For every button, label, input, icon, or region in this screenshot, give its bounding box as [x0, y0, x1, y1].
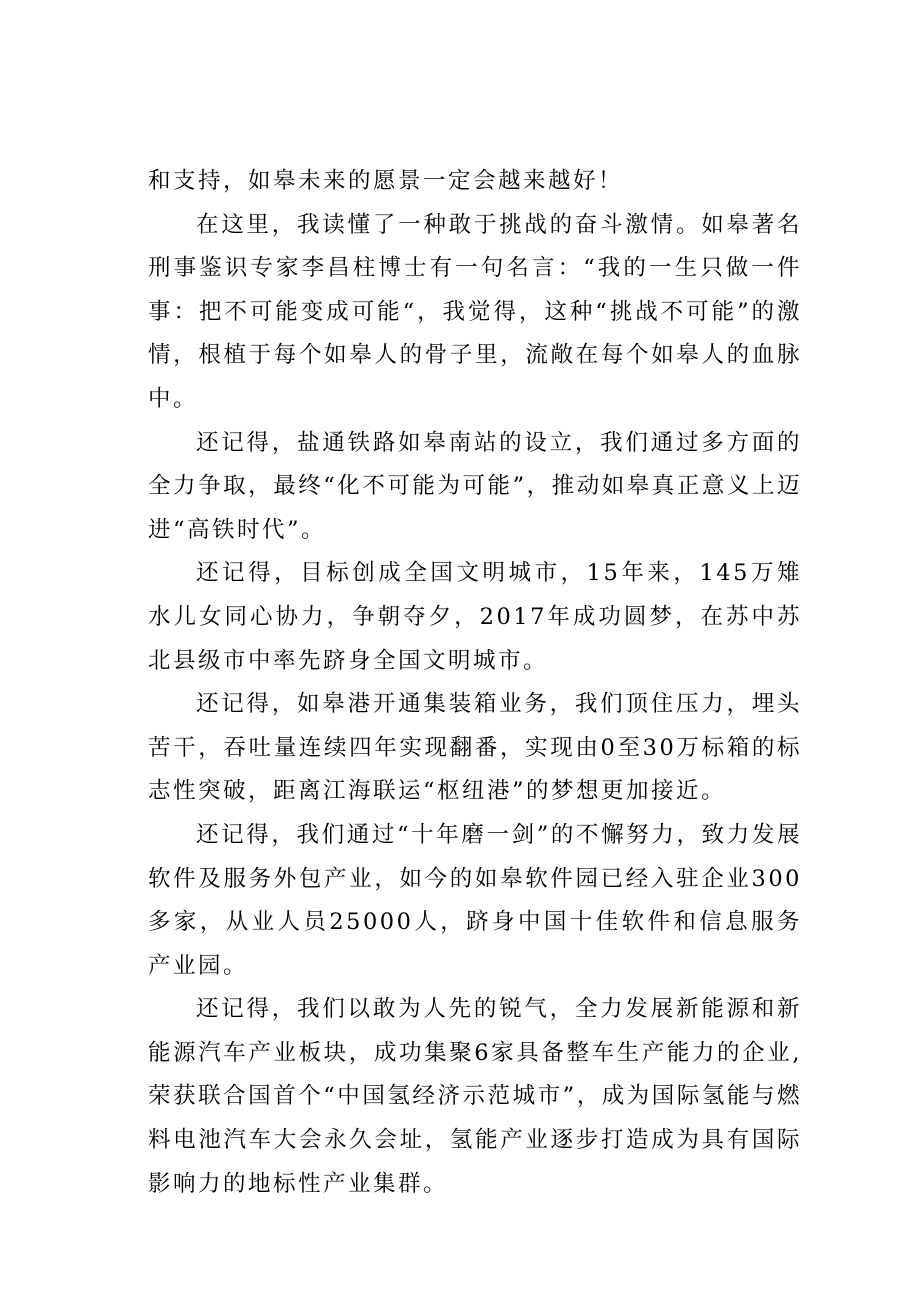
document-body — [148, 160, 802, 1206]
paragraph-software-park: 还记得，我们通过“十年磨一剑”的不懈努力，致力发展软件及服务外包产业，如今的如皋软件园已经入驻企业300多家，从业人员25000人，跻身中国十佳软件和信息服务产业园。 — [148, 821, 802, 979]
paragraph-rugao-port: 还记得，如皋港开通集装箱业务，我们顶住压力，埋头苦干，吞吐量连续四年实现翻番，实现由0至30万标箱的标志性突破，距离江海联运“枢纽港”的梦想更加接近。 — [148, 691, 802, 805]
paragraph-continuation: 和支持，如皋未来的愿景一定会越来越好！ — [148, 168, 624, 194]
paragraph-challenge-passion: 在这里，我读懂了一种敢于挑战的奋斗激情。如皋著名刑事鉴识专家李昌柱博士有一句名言：“我的一生只做一件事：把不可能变成可能“，我觉得，这种“挑战不可能”的激情，根植于每个如皋人的骨子里，流敞在每个如皋人的血脉中。 — [148, 211, 802, 412]
paragraph-new-energy: 还记得，我们以敢为人先的锐气，全力发展新能源和新能源汽车产业板块，成功集聚6家具备整车生产能力的企业,荣获联合国首个“中国氢经济示范城市”，成为国际氢能与燃料电池汽车大会永久会址，氢能产业逐步打造成为具有国际影响力的地标性产业集群。 — [148, 996, 802, 1197]
paragraph-civilized-city: 还记得，目标创成全国文明城市，15年来，145万雉水儿女同心协力，争朝夺夕，2017年成功圆梦，在苏中苏北县级市中率先跻身全国文明城市。 — [148, 560, 802, 674]
paragraph-rugao-south-station: 还记得，盐通铁路如皋南站的设立，我们通过多方面的全力争取，最终“化不可能为可能”，推动如皋真正意义上迈进“高铁时代”。 — [148, 429, 802, 543]
